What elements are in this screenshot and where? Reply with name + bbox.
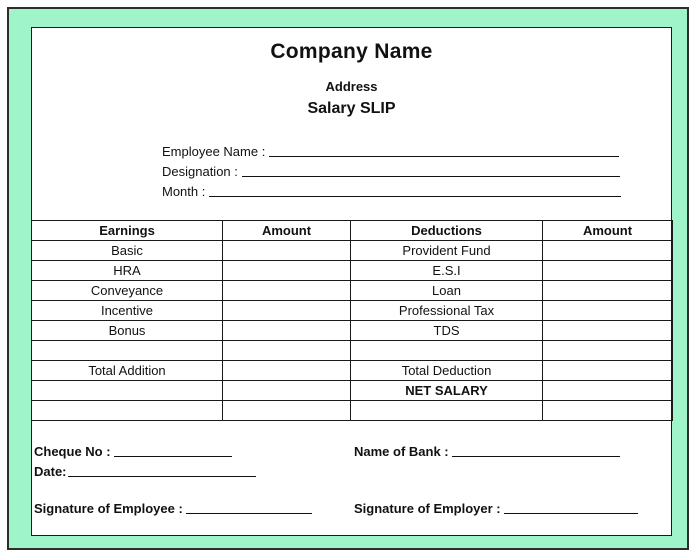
net-salary-label: NET SALARY <box>351 381 543 401</box>
month-label: Month : <box>162 184 206 199</box>
table-row <box>32 381 673 401</box>
earning-label: Conveyance <box>32 281 223 301</box>
deduction-label: Loan <box>351 281 543 301</box>
table-row <box>32 321 673 341</box>
deduction-label: Provident Fund <box>351 241 543 261</box>
earning-amount-cell[interactable] <box>223 301 351 321</box>
table-row <box>32 301 673 321</box>
designation-field[interactable] <box>162 164 620 179</box>
company-name: Company Name <box>270 40 433 63</box>
earning-amount-cell[interactable] <box>223 321 351 341</box>
employee-name-label: Employee Name : <box>162 144 266 159</box>
empty-cell[interactable] <box>543 401 673 421</box>
empty-cell[interactable] <box>223 341 351 361</box>
table-row <box>32 241 673 261</box>
earning-label: Basic <box>32 241 223 261</box>
earning-label: HRA <box>32 261 223 281</box>
salary-slip-sheet <box>31 27 672 536</box>
empty-cell[interactable] <box>351 341 543 361</box>
cheque-no-field[interactable] <box>34 444 232 459</box>
bank-name-label: Name of Bank : <box>354 444 449 459</box>
total-addition-label: Total Addition <box>32 361 223 381</box>
table-row <box>32 341 673 361</box>
deduction-label: TDS <box>351 321 543 341</box>
table-row <box>32 401 673 421</box>
date-line[interactable] <box>68 476 256 477</box>
earning-label: Incentive <box>32 301 223 321</box>
date-label: Date: <box>34 464 67 479</box>
earning-amount-cell[interactable] <box>223 261 351 281</box>
table-row <box>32 281 673 301</box>
employee-signature-label: Signature of Employee : <box>34 501 183 516</box>
employee-name-field[interactable] <box>162 144 619 159</box>
designation-line[interactable] <box>242 176 620 177</box>
deduction-amount-cell[interactable] <box>543 241 673 261</box>
earning-label: Bonus <box>32 321 223 341</box>
empty-cell[interactable] <box>223 381 351 401</box>
deduction-label: E.S.I <box>351 261 543 281</box>
deduction-amount-cell[interactable] <box>543 261 673 281</box>
employer-signature-label: Signature of Employer : <box>354 501 501 516</box>
employer-signature-field[interactable] <box>354 501 638 516</box>
deduction-label: Professional Tax <box>351 301 543 321</box>
table-row <box>32 361 673 381</box>
slip-title: Salary SLIP <box>307 100 396 117</box>
empty-cell[interactable] <box>223 401 351 421</box>
employer-signature-line[interactable] <box>504 513 638 514</box>
header-earnings: Earnings <box>32 221 223 241</box>
cheque-no-label: Cheque No : <box>34 444 111 459</box>
employee-signature-line[interactable] <box>186 513 312 514</box>
header-earnings-amount: Amount <box>223 221 351 241</box>
company-address: Address <box>325 79 378 94</box>
empty-cell[interactable] <box>32 401 223 421</box>
total-deduction-label: Total Deduction <box>351 361 543 381</box>
header-deductions: Deductions <box>351 221 543 241</box>
earning-amount-cell[interactable] <box>223 241 351 261</box>
net-salary-amount-cell[interactable] <box>543 381 673 401</box>
designation-label: Designation : <box>162 164 238 179</box>
empty-cell[interactable] <box>351 401 543 421</box>
month-field[interactable] <box>162 184 621 199</box>
deduction-amount-cell[interactable] <box>543 321 673 341</box>
empty-cell[interactable] <box>543 341 673 361</box>
empty-cell[interactable] <box>32 381 223 401</box>
earnings-deductions-table <box>31 220 673 421</box>
deduction-amount-cell[interactable] <box>543 281 673 301</box>
table-row <box>32 261 673 281</box>
cheque-no-line[interactable] <box>114 456 232 457</box>
total-addition-amount-cell[interactable] <box>223 361 351 381</box>
employee-name-line[interactable] <box>269 156 619 157</box>
bank-name-field[interactable] <box>354 444 620 459</box>
deduction-amount-cell[interactable] <box>543 301 673 321</box>
earning-amount-cell[interactable] <box>223 281 351 301</box>
header-deductions-amount: Amount <box>543 221 673 241</box>
bank-name-line[interactable] <box>452 456 620 457</box>
empty-cell[interactable] <box>32 341 223 361</box>
date-field[interactable] <box>34 464 256 479</box>
total-deduction-amount-cell[interactable] <box>543 361 673 381</box>
table-header-row <box>32 221 673 241</box>
employee-signature-field[interactable] <box>34 501 312 516</box>
month-line[interactable] <box>209 196 621 197</box>
